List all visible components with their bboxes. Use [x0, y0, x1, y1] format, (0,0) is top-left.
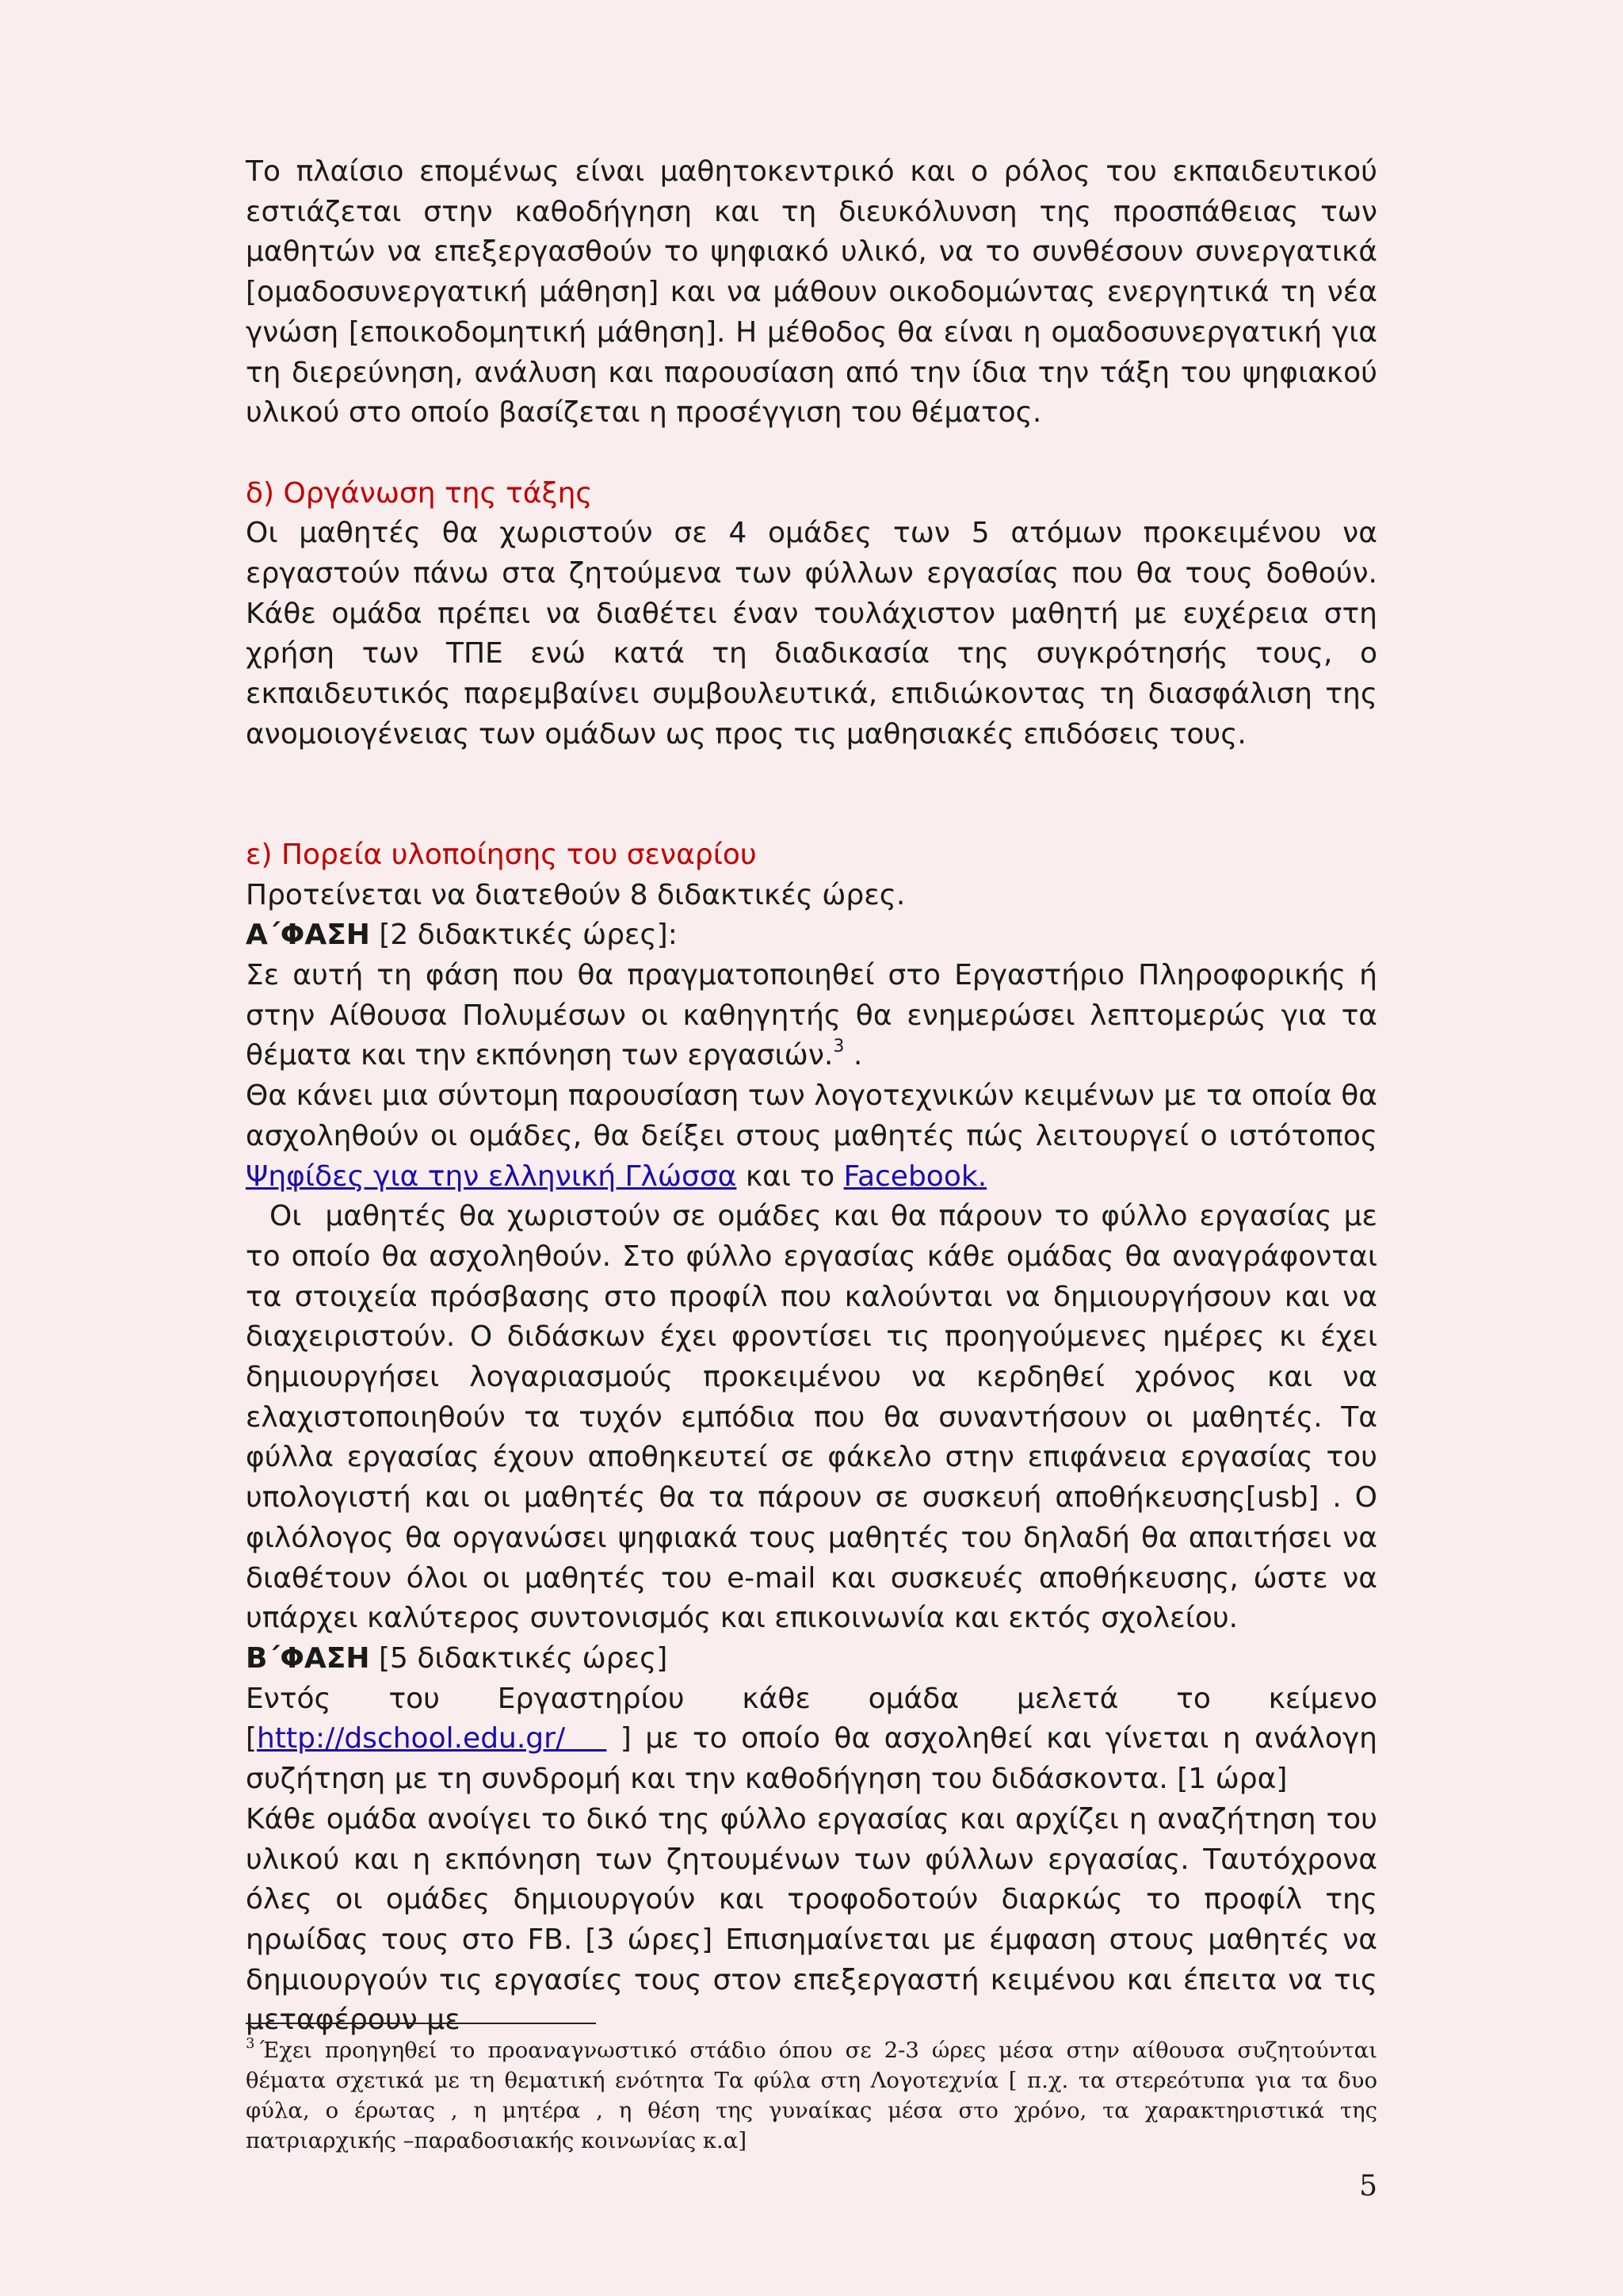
phase-a-line: [246, 915, 1377, 956]
phase-a-label: Α΄ΦΑΣΗ: [246, 919, 370, 952]
paragraph-phase-a-tail: .: [844, 1039, 863, 1072]
paragraph-teaching-hours: Προτείνεται να διατεθούν 8 διδακτικές ώρες.: [246, 878, 906, 911]
spacer: [246, 434, 1377, 474]
paragraph-lab-study-rest: ] με το οποίο θα ασχοληθεί και γίνεται η ανάλογη συζήτηση με τη συνδρομή και την καθοδήγηση του διδάσκοντα. [1 ώρα]: [246, 1722, 1377, 1796]
paragraph-worksheets: Οι μαθητές θα χωριστούν σε ομάδες και θα πάρουν το φύλλο εργασίας με το οποίο θα ασχοληθούν. Στο φύλλο εργασίας κάθε ομάδας θα αναγράφονται τα στοιχεία πρόσβασης στο προφίλ που καλούνται να δημιουργήσουν και να διαχειριστούν. Ο διδάσκων έχει φροντίσει τις προηγούμενες ημέρες κι έχει δημιουργήσει λογαριασμούς προκειμένου να κερδηθεί χρόνος και να ελαχιστοποιηθούν τα τυχόν εμπόδια που θα συναντήσουν οι μαθητές. Τα φύλλα εργασίας έχουν αποθηκευτεί σε φάκελο στην επιφάνεια εργασίας του υπολογιστή και οι μαθητές θα τα πάρουν σε συσκευή αποθήκευσης[usb] . Ο φιλόλογος θα οργανώσει ψηφιακά τους μαθητές του δηλαδή θα απαιτήσει να διαθέτουν όλοι οι μαθητές του e-mail και συσκευές αποθήκευσης, ώστε να υπάρχει καλύτερος συντονισμός και επικοινωνία και εκτός σχολείου.: [246, 1200, 1387, 1635]
phase-b-hours: [5 διδακτικές ώρες]: [369, 1641, 668, 1675]
paragraph-groups: Οι μαθητές θα χωριστούν σε 4 ομάδες των 5 ατόμων προκειμένου να εργαστούν πάνω στα ζητούμενα των φύλλων εργασίας που θα τους δοθούν. Κάθε ομάδα πρέπει να διαθέτει έναν τουλάχιστον μαθητή με ευχέρεια στη χρήση των ΤΠΕ ενώ κατά τη διαδικασία της συγκρότησής τους, ο εκπαιδευτικός παρεμβαίνει συμβουλευτικά, επιδιώκοντας τη διασφάλιση της ανομοιογένειας των ομάδων ως προς τις μαθησιακές επιδόσεις τους.: [246, 517, 1377, 751]
footnote-text: Έχει προηγηθεί το προαναγνωστικό στάδιο όπου σε 2-3 ώρες μέσα στην αίθουσα συζητούνται θέματα σχετικά με τη θεματική ενότητα Τα φύλα στη Λογοτεχνία [ π.χ. τα στερεότυπα για τα δυο φύλα, ο έρωτας , η μητέρα , η θέση της γυναίκας μέσα στο χρόνο, τα χαρακτηριστικά της πατριαρχικής –παραδοσιακής κοινωνίας κ.α]: [246, 2038, 1377, 2153]
paragraph-phase-a-text: Σε αυτή τη φάση που θα πραγματοποιηθεί στο Εργαστήριο Πληροφορικής ή στην Αίθουσα Πολυμέσων οι καθηγητής θα ενημερώσει λεπτομερώς για τα θέματα και την εκπόνηση των εργασιών.: [246, 959, 1377, 1072]
footnote: [246, 2035, 1377, 2156]
footnote-reference[interactable]: 3: [833, 1037, 845, 1057]
link-psifides[interactable]: Ψηφίδες για την ελληνική Γλώσσα: [246, 1159, 737, 1193]
link-facebook[interactable]: Facebook.: [843, 1159, 987, 1193]
paragraph-phase-a-intro: [246, 956, 1377, 1076]
phase-b-label: Β΄ΦΑΣΗ: [246, 1641, 370, 1675]
phase-a-hours: [2 διδακτικές ώρες]:: [369, 919, 678, 952]
paragraph-presentation-text: Θα κάνει μια σύντομη παρουσίαση των λογοτεχνικών κειμένων με τα οποία θα ασχοληθούν οι ομάδες, θα δείξει στους μαθητές πώς λειτουργεί ο ιστότοπος: [246, 1079, 1377, 1152]
footnote-separator: [246, 2023, 596, 2024]
footnote-number: 3: [246, 2035, 255, 2052]
paragraph-framework: Το πλαίσιο επομένως είναι μαθητοκεντρικό και ο ρόλος του εκπαιδευτικού εστιάζεται στην καθοδήγηση και τη διευκόλυνση της προσπάθειας των μαθητών να επεξεργασθούν το ψηφιακό υλικό, να το συνθέσουν συνεργατικά [ομαδοσυνεργατική μάθηση] και να μάθουν οικοδομώντας ενεργητικά τη νέα γνώση [εποικοδομητική μάθηση]. Η μέθοδος θα είναι η ομαδοσυνεργατική για τη διερεύνηση, ανάλυση και παρουσίαση από την ίδια την τάξη του ψηφιακού υλικού στο οποίο βασίζεται η προσέγγιση του θέματος.: [246, 155, 1377, 430]
page-number: 5: [1359, 2170, 1377, 2202]
paragraph-presentation-mid: και το: [736, 1159, 844, 1193]
paragraph-presentation: [246, 1076, 1377, 1197]
phase-b-line: [246, 1639, 1377, 1679]
paragraph-group-work: Κάθε ομάδα ανοίγει το δικό της φύλλο εργασίας και αρχίζει η αναζήτηση του υλικού και η εκπόνηση των ζητουμένων των φύλλων εργασίας. Ταυτόχρονα όλες οι ομάδες δημιουργούν και τροφοδοτούν διαρκώς το προφίλ της ηρωίδας τους στο FB. [3 ώρες] Επισημαίνεται με έμφαση στους μαθητές να δημιουργούν τις εργασίες τους στον επεξεργαστή κειμένου και έπειτα να τις μεταφέρουν με: [246, 1802, 1377, 2037]
paragraph-lab-study: [246, 1679, 1377, 1800]
paragraph-lab-study-start: Εντός του Εργαστηρίου κάθε ομάδα μελετά το κείμενο [: [246, 1682, 1377, 1755]
heading-scenario-course: ε) Πορεία υλοποίησης του σεναρίου: [246, 838, 757, 871]
spacer: [246, 755, 1377, 835]
link-dschool[interactable]: http://dschool.edu.gr/: [257, 1722, 607, 1755]
heading-class-organization: δ) Οργάνωση της τάξης: [246, 476, 593, 510]
body-text: [246, 152, 1387, 2041]
